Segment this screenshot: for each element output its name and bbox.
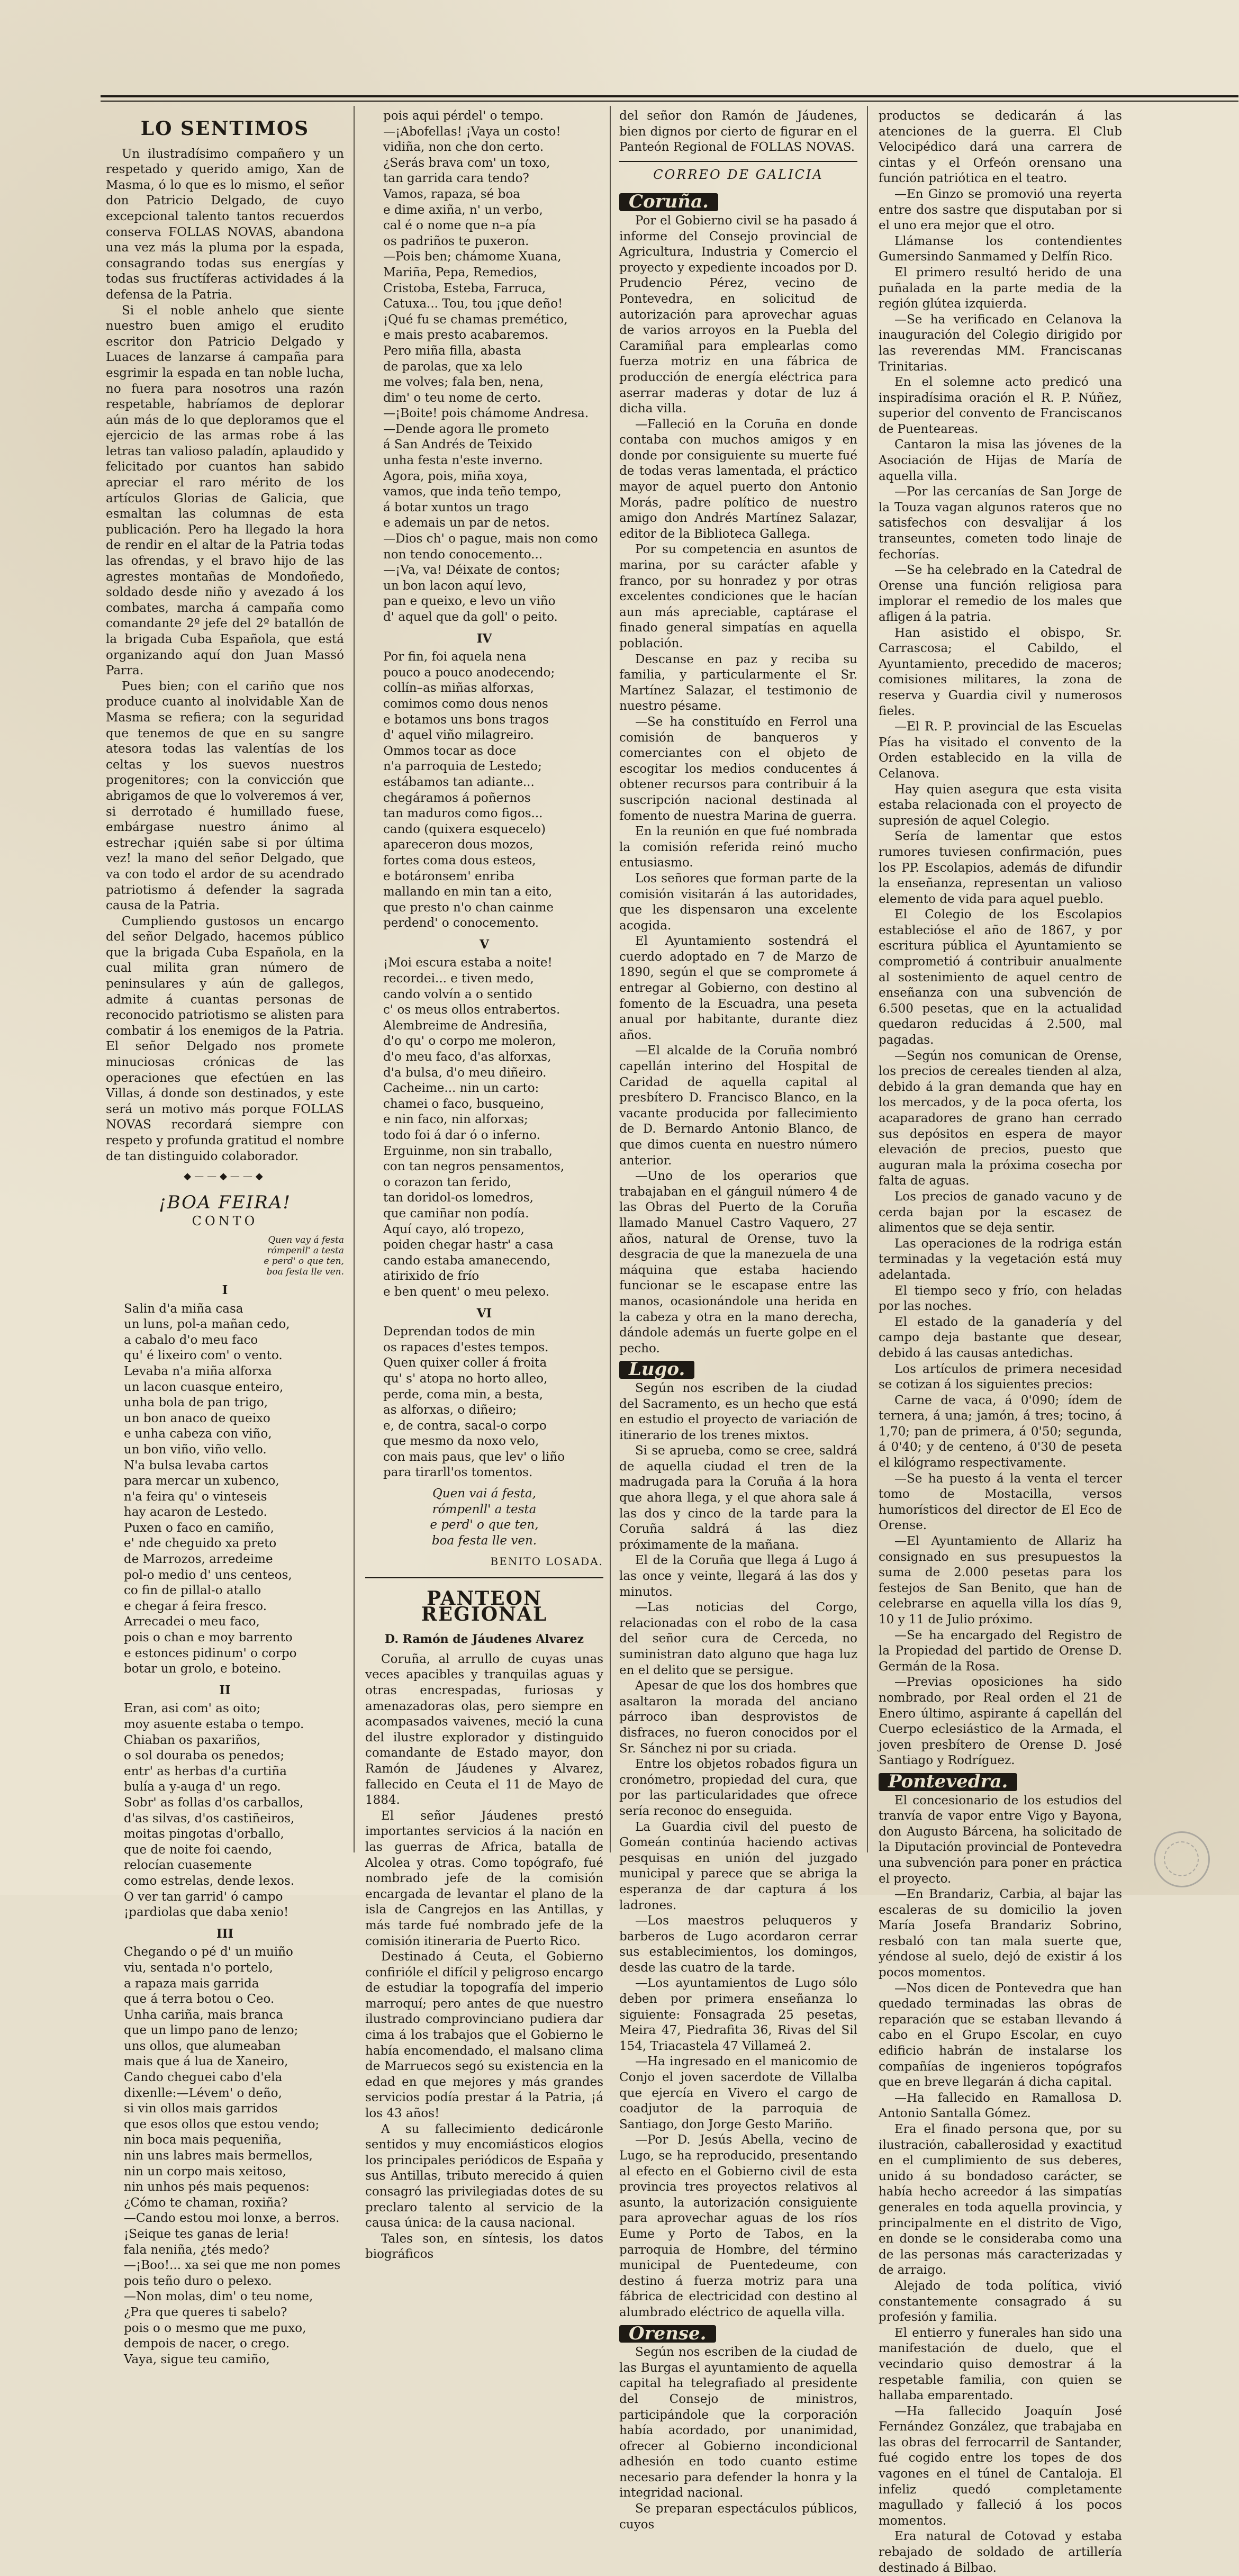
paragraph: El estado de la ganadería y del campo deja bastante que desear, debido á las causas antedichas. [879,1315,1122,1360]
closing-epigraph: Quen vai á festa, rómpenll' a testa e perd' o que ten, boa festa lle ven. [430,1487,539,1548]
paragraph: El entierro y funerales han sido una manifestación de duelo, que el vecindario quiso demostrar á la respetable familia, con quien se hallaba emparentado. [879,2326,1122,2403]
paragraph: —El R. P. provincial de las Escuelas Pías ha visitado el convento de la Orden establecido en la villa de Celanova. [879,720,1122,781]
paragraph: —Se ha celebrado en la Catedral de Orense una función religiosa para implorar el remedio de los males que afligen á la patria. [879,563,1122,624]
article-title-boa-feira: ¡BOA FEIRA! [158,1191,292,1213]
paragraph: La Guardia civil del puesto de Gomeán continúa haciendo activas pesquisas en unión del juzgado municipal y parece que se abriga la esperanza de dar captura á los ladrones. [619,1820,857,1912]
section-number: II [219,1683,231,1697]
city-banner-lugo: Lugo. [619,1361,694,1379]
signature: BENITO LOSADA. [490,1555,603,1568]
paragraph: Tales son, en síntesis, los datos biográficos [365,2231,603,2262]
paragraph: —En Brandariz, Carbia, al bajar las escaleras de su domicilio la joven María Josefa Brandariz Sobrino, resbaló con tan mala suerte que, yéndose al suelo, dejó de existir á los pocos momentos. [879,1887,1122,1980]
top-rule-thin [101,101,1238,102]
paragraph: Por su competencia en asuntos de marina, por su carácter afable y franco, por su honradez y por otras excelentes condiciones que le hacían aun más apreciable, captárase el finado general simpatías en aquella población. [619,543,857,650]
paragraph: Los señores que forman parte de la comisión visitarán á las autoridades, que les dispensaron una excelente acogida. [619,871,857,933]
paragraph: Hay quien asegura que esta visita estaba relacionada con el proyecto de supresión de aquel Colegio. [879,782,1122,828]
section-number: III [216,1926,234,1941]
paragraph: Descanse en paz y reciba su familia, y particularmente el Sr. Martínez Salazar, el testimonio de nuestro pésame. [619,652,857,713]
paragraph: El concesionario de los estudios del tranvía de vapor entre Vigo y Bayona, don Augusto Bárcena, ha solicitado de la Diputación provincial de Pontevedra una subvención para poner en práctica el proyecto. [879,1793,1122,1886]
article-title-panteon: PANTEON REGIONAL [421,1587,548,1625]
paragraph: —Uno de los operarios que trabajaban en el gánguil número 4 de las Obras del Puerto de la Coruña llamado Manuel Castro Vaquero, 27 años, natural de Orense, tuvo la desgracia de que la manezuela de una máquina que estaba haciendo funcionar se le escapase entre las manos, ocasionándole una herida en la cabeza y otra en la mano derecha, dándole además un fuerte golpe en el pecho. [619,1169,857,1355]
city-banner-orense: Orense. [619,2325,716,2343]
verse-block: pois aqui pérdel' o tempo. —¡Abofellas! ¡Vaya un costo! vidiña, non che don certo. ¿Serás brava com' un toxo, tan garrida cara tendo? Vamos, rapaza, sé boa e dime axiña, n' un verbo, cal é o nome que n–a pía os padriños te puxeron. —Pois ben; chámome Xuana, Mariña, Pepa, Remedios, Cristoba, Esteba, Farruca, Catuxa... Tou, tou ¡que deño! ¡Qué fu se chamas premético, e mais presto acabaremos. Pero miña filla, abasta de parolas, que xa lelo me volves; fala ben, nena, dim' o teu nome de certo. —¡Boite! pois chámome Andresa. —Dende agora lle prometo á San Andrés de Teixido unha festa n'este inverno. Agora, pois, miña xoya, vamos, que inda teño tempo, á botar xuntos un trago e ademais un par de netos. —Dios ch' o pague, mais non como non tendo conocemento... —¡Va, va! Déixate de contos; un bon lacon aquí levo, pan e queixo, e levo un viño d' aquel que da goll' o peito. [383,109,598,624]
paragraph: El de la Coruña que llega á Lugo á las once y veinte, llegará á las dos y minutos. [619,1553,857,1599]
paragraph: Por el Gobierno civil se ha pasado á informe del Consejo provincial de Agricultura, Industria y Comercio el proyecto y expediente incoados por D. Prudencio Pérez, vecino de Pontevedra, en solicitud de autorización para aprovechar aguas de varios arroyos en la Puebla del Caramiñal para emplearlas como fuerza motriz en una fábrica de producción de energía eléctrica para aserrar maderas y dotar de luz á dicha villa. [619,213,857,416]
paragraph: —Ha ingresado en el manicomio de Conjo el joven sacerdote de Villalba que ejercía en Vivero el cargo de coadjutor de la parroquia de Santiago, don Jorge Gesto Mariño. [619,2055,857,2131]
divider [365,1577,603,1578]
paragraph: En la reunión en que fué nombrada la comisión referida reinó mucho entusiasmo. [619,825,857,870]
paragraph: Coruña, al arrullo de cuyas unas veces apacibles y tranquilas aguas y otras encrespadas, furiosas y amenazadoras olas, pero siempre en acompasados vaivenes, meció la cuna del ilustre explorador y distinguido comandante de Estado mayor, don Ramón de Jáudenes y Alvarez, fallecido en Ceuta el 11 de Mayo de 1884. [365,1652,603,1807]
column-separator [354,106,355,1852]
paragraph: —Por D. Jesús Abella, vecino de Lugo, se ha reproducido, presentando al efecto en el Gobierno civil de esta provincia tres proyectos relativos al asunto, la autorización consiguiente para aprovechar aguas de los ríos Eume y Porto de Tabos, en la parroquia de Hombre, del término municipal de Puentedeume, con destino á fuerza motriz para una fábrica de electricidad con destino al alumbrado eléctrico de aquella villa. [619,2133,857,2319]
paragraph: Los precios de ganado vacuno y de cerda bajan por la escasez de alimentos que se deja sentir. [879,1189,1122,1235]
paragraph: Si el noble anhelo que siente nuestro buen amigo el erudito escritor don Patricio Delgado y Luaces de lanzarse á campaña para esgrimir la espada en tan noble lucha, no fuera para nosotros una razón respetable, habríamos de deplorar aún más de lo que deploramos que el ejercicio de las armas robe á las letras tan valioso paladín, aplaudido y felicitado por cuantos han sabido apreciar el raro mérito de los artículos Glorias de Galicia, que esmaltan las columnas de esta publicación. Pero ha llegado la hora de rendir en el altar de la Patria todas las ofrendas, y el bravo hijo de las agrestes montañas de Mondoñedo, soldado desde niño y avezado á los combates, marcha á campaña como comandante 2º jefe del 2º batallón de la brigada Cuba Española, que está organizando aquí don Juan Massó Parra. [106,303,344,678]
column-3 [619,109,857,2532]
subtitle-conto: CONTO [192,1214,258,1229]
ornament-divider: ◆——◆——◆ [184,1171,266,1182]
section-title-correo: CORREO DE GALICIA [653,167,824,182]
city-banner-coruna: Coruña. [619,193,718,211]
paragraph: Carne de vaca, á 0'090; ídem de ternera, á una; jamón, á tres; tocino, á 1,70; pan de primera, á 0'50; segunda, á 0'40; y de centeno, á 0'30 de peseta el kilógramo respectivamente. [879,1393,1122,1470]
paragraph: Los artículos de primera necesidad se cotizan á los siguientes precios: [879,1362,1122,1392]
paragraph: Las operaciones de la rodriga están terminadas y la vegetación está muy adelantada. [879,1236,1122,1282]
paragraph: —Previas oposiciones ha sido nombrado, por Real orden el 21 de Enero último, aspirante á capellán del Cuerpo eclesiástico de la Armada, el joven presbítero de Orense D. José Santiago y Rodríguez. [879,1675,1122,1768]
paragraph: El Ayuntamiento sostendrá el cuerdo adoptado en 7 de Marzo de 1890, según el que se compromete á entregar al Gobierno, con destino al fomento de la Escuadra, una peseta anual por habitante, durante diez años. [619,934,857,1042]
verse-block: ¡Moi escura estaba a noite! recordei... e tiven medo, cando volvín a o sentido c' os meus ollos entrabertos. Alembreime de Andresiña, d'o qu' o corpo me moleron, d'o meu faco, d'as alforxas, d'a bulsa, d'o meu diñeiro. Cacheime... nin un carto: chamei o faco, busqueino, e nin faco, nin alforxas; todo foi á dar ó o inferno. Erguinme, non sin traballo, con tan negros pensamentos, o corazon tan ferido, tan doridol-os lomedros, que camiñar non podía. Aquí cayo, aló tropezo, poiden chegar hastr' a casa cando estaba amanecendo, atirixido de frío e ben quent' o meu pelexo. [383,956,565,1299]
paragraph: —En Ginzo se promovió una reyerta entre dos sastre que disputaban por si el uno era mejor que el otro. [879,187,1122,233]
paragraph: Alejado de toda política, vivió constantemente consagrado á su profesión y familia. [879,2279,1122,2325]
paragraph: Según nos escriben de la ciudad de las Burgas el ayuntamiento de aquella capital ha telegrafiado al presidente del Consejo de ministros, participándole que la corporación había acordado, por unanimidad, ofrecer al Gobierno incondicional adhesión en todo cuanto estime necesario para defender la honra y la integridad nacional. [619,2345,857,2500]
paragraph: Cumpliendo gustosos un encargo del señor Delgado, hacemos público que la brigada Cuba Española, en la cual milita gran número de peninsulares y aún de gallegos, admite á cuantas personas de reconocido patriotismo se alisten para combatir á los enemigos de la Patria. El señor Delgado nos promete minuciosas crónicas de las operaciones que efectúen en las Villas, á donde son destinados, y este será un motivo más porque FOLLAS NOVAS recordará siempre con respeto y profunda gratitud el nombre de tan distinguido colaborador. [106,914,344,1163]
paragraph: Sería de lamentar que estos rumores tuviesen confirmación, pues los PP. Escolapios, además de difundir la enseñanza, representan un valioso elemento de vida para aquel pueblo. [879,829,1122,906]
verse-block: Salin d'a miña casa un luns, pol-a mañan cedo, a cabalo d'o meu faco qu' é lixeiro com' o vento. Levaba n'a miña alforxa un lacon cuasque enteiro, unha bola de pan trigo, un bon anaco de queixo e unha cabeza con viño, un bon viño, viño vello. N'a bulsa levaba cartos para mercar un xubenco, n'a feira qu' o vinteseis hay acaron de Lestedo. Puxen o faco en camiño, e' nde cheguido xa preto de Marrozos, arredeime pol-o medio d' uns centeos, co fin de pillal-o atallo e chegar á feira fresco. Arrecadei o meu faco, pois o chan e moy barrento e estonces pidinum' o corpo botar un grolo, e boteino. [124,1301,297,1676]
paragraph: —Según nos comunican de Orense, los precios de cereales tienden al alza, debido á la gran demanda que hay en los mercados, y de la poca oferta, los acaparadores de grano han cerrado sus depósitos en espera de mayor elevación de precios, puesto que auguran mala la próxima cosecha por falta de aguas. [879,1049,1122,1188]
paragraph: —El alcalde de la Coruña nombró capellán interino del Hospital de Caridad de aquella capital al presbítero D. Francisco Blanco, en la vacante producida por fallecimiento de D. Bernardo Antonio Blanco, de que dimos cuenta en nuestro número anterior. [619,1044,857,1168]
paragraph: —Ha fallecido Joaquín José Fernández González, que trabajaba en las obras del ferrocarril de Santander, fué cogido entre los topes de dos vagones en el túnel de Cantaloja. El infeliz quedó completamente magullado y falleció á los pocos momentos. [879,2404,1122,2528]
paragraph: Llámanse los contendientes Gumersindo Sanmamed y Delfín Rico. [879,234,1122,264]
verse-block: Chegando o pé d' un muiño viu, sentada n'o portelo, a rapaza mais garrida que á terra botou o Ceo. Unha cariña, mais branca que un limpo pano de lenzo; uns ollos, que alumeaban mais que á lua de Xaneiro, Cando cheguei cabo d'ela dixenlle:—Lévem' o deño, si vin ollos mais garridos que esos ollos que estou vendo; nin boca mais pequeniña, nin uns labres mais bermellos, nin un corpo mais xeitoso, nin unhos pés mais pequenos: ¿Cómo te chaman, roxiña? —Cando estou moi lonxe, a berros. ¡Seique tes ganas de leria! fala neniña, ¿tés medo? —¡Boo!... xa sei que me non pomes pois teño duro o pelexo. —Non molas, dim' o teu nome, ¿Pra que queres ti sabelo? pois o o mesmo que me puxo, dempois de nacer, o crego. Vaya, sigue teu camiño, [124,1945,341,2366]
article-title-lo-sentimos: LO SENTIMOS [140,117,310,140]
section-number: VI [476,1306,492,1321]
paragraph: productos se dedicarán á las atenciones de la guerra. El Club Velocipédico dará una carrera de cintas y el Orfeón orensano una función patriótica en el teatro. [879,109,1122,186]
paragraph: Destinado á Ceuta, el Gobierno confirióle el difícil y peligroso encargo de estudiar la topografía del imperio marroquí; pero antes de que nuestro ilustrado comprovinciano pudiera dar cima á los trabajos que el Gobierno le había encomendado, el malsano clima de Marruecos segó su existencia en la edad en que mejores y más grandes servicios podía prestar á la Patria, ¡á los 43 años! [365,1950,603,2121]
paragraph: —Ha fallecido en Ramallosa D. Antonio Santalla Gómez. [879,2091,1122,2121]
epigraph: Quen vay á festa rómpenll' a testa e perd' o que ten, boa festa lle ven. [264,1234,344,1277]
column-2 [365,109,603,2262]
paragraph: —El Ayuntamiento de Allariz ha consignado en sus presupuestos la suma de 2.000 pesetas para los festejos de San Benito, que han de celebrarse en aquella villa los días 9, 10 y 11 de Julio próximo. [879,1534,1122,1626]
column-separator [610,106,611,1852]
verse-block: Por fin, foi aquela nena pouco a pouco anodecendo; collín–as miñas alforxas, comimos como dous nenos e botamos uns bons tragos d' aquel viño milagreiro. Ommos tocar as doce n'a parroquia de Lestedo; estábamos tan adiante... chegáramos á poñernos tan maduros como figos... cando (quixera esquecelo) apareceron dous mozos, fortes coma dous esteos, e botáronsem' enriba mallando en min tan a eito, que presto n'o chan cainme perdend' o conocemento. [383,650,555,930]
paragraph: —Nos dicen de Pontevedra que han quedado terminadas las obras de reparación que se estaban llevando á cabo en el Grupo Escolar, en cuyo edificio habrán de instalarse los compañías de ingenieros topógrafos que en breve llegarán á dicha capital. [879,1981,1122,2090]
section-number: IV [476,631,492,646]
paragraph: Un ilustradísimo compañero y un respetado y querido amigo, Xan de Masma, ó lo que es lo mismo, el señor don Patricio Delgado, de cuyo excepcional talento tantos recuerdos conserva FOLLAS NOVAS, abandona una vez más la pluma por la espada, consagrando todas sus energías y todas sus fructíferas actividades á la defensa de la Patria. [106,147,344,302]
paragraph: —Los maestros peluqueros y barberos de Lugo acordaron cerrar sus establecimientos, los domingos, desde las cuatro de la tarde. [619,1914,857,1975]
paragraph: Han asistido el obispo, Sr. Carrascosa; el Cabildo, el Ayuntamiento, precedido de maceros; comisiones militares, la zona de reserva y Guardia civil y numerosos fieles. [879,626,1122,718]
paragraph: —Los ayuntamientos de Lugo sólo deben por primera enseñanza lo siguiente: Fonsagrada 25 pesetas, Meira 47, Piedrafita 36, Rivas del Sil 154, Triacastela 47 Villameá 2. [619,1976,857,2053]
paragraph: —Por las cercanías de San Jorge de la Touza vagan algunos rateros que no satisfechos con desvalijar á los transeuntes, cometen todo linaje de fechorías. [879,485,1122,562]
paragraph: A su fallecimiento dedicáronle sentidos y muy encomiásticos elogios los principales periódicos de España y sus Antillas, tributo merecido á quien consagró las privilegiadas dotes de su preclaro talento al servicio de la causa única: de la causa nacional. [365,2122,603,2230]
paragraph: del señor don Ramón de Jáudenes, bien dignos por cierto de figurar en el Panteón Regional de FOLLAS NOVAS. [619,109,857,155]
paragraph: —Se ha verificado en Celanova la inauguración del Colegio dirigido por las reverendas MM. Franciscanas Trinitarias. [879,312,1122,374]
column-separator [867,106,868,1852]
paragraph: Apesar de que los dos hombres que asaltaron la morada del anciano párroco iban desprovistos de disfraces, no fueron conocidos por el Sr. Sánchez ni por su criada. [619,1679,857,1756]
verse-block: Eran, asi com' as oito; moy asuente estaba o tempo. Chiaban os paxariños, o sol douraba os penedos; entr' as herbas d'a curtiña bulía a y-auga d' un rego. Sobr' as follas d'os carballos, d'as silvas, d'os castiñeiros, moitas pingotas d'orballo, que de noite foi caendo, relocían cuasemente como estrelas, dende lexos. O ver tan garrid' ó campo ¡pardiolas que daba xenio! [124,1702,304,1920]
article-subtitle: D. Ramón de Jáudenes Alvarez [385,1632,584,1647]
paragraph: El primero resultó herido de una puñalada en la parte media de la región glútea izquierda. [879,265,1122,311]
paragraph: —Falleció en la Coruña en donde contaba con muchos amigos y en donde por consiguiente su muerte fué de todas veras lamentada, el práctico mayor de aquel puerto don Antonio Morás, padre político de nuestro amigo don Andrés Martínez Salazar, editor de la Biblioteca Gallega. [619,417,857,541]
paragraph: Entre los objetos robados figura un cronómetro, propiedad del cura, que por las particularidades que ofrece sería reconoc do enseguida. [619,1757,857,1818]
paragraph: Cantaron la misa las jóvenes de la Asociación de Hijas de María de aquella villa. [879,438,1122,483]
section-number: I [222,1282,228,1297]
paragraph: El tiempo seco y frío, con heladas por las noches. [879,1284,1122,1314]
paragraph: El Colegio de los Escolapios establecióse el año de 1867, y por escritura pública el Ayuntamiento se comprometió á contribuir anualmente al sostenimiento de aquel centro de enseñanza con una subvención de 6.500 pesetas, que en la actualidad quedaron reducidas á 2.500, mal pagadas. [879,908,1122,1047]
library-stamp-icon [1154,1831,1210,1887]
divider [619,161,857,162]
column-4 [879,109,1122,2575]
paragraph: Era natural de Cotovad y estaba rebajado de soldado de artillería destinado á Bilbao. [879,2529,1122,2575]
paragraph: —Las noticias del Corgo, relacionadas con el robo de la casa del señor cura de Cerceda, no suministran dato alguno que haga luz en el delito que se persigue. [619,1601,857,1677]
paragraph: Era el finado persona que, por su ilustración, caballerosidad y exactitud en el cumplimiento de sus deberes, unido á su bondadoso carácter, se había hecho acreedor á las simpatías generales en toda aquella provincia, y principalmente en el distrito de Vigo, en donde se le consideraba como una de las personas más caracterizadas y de arraigo. [879,2122,1122,2277]
paragraph: Se preparan espectáculos públicos, cuyos [619,2502,857,2532]
paragraph: Si se aprueba, como se cree, saldrá de aquella ciudad el tren de la madrugada para la Coruña á la hora que ahora llega, y el que ahora sale á las dos y cinco de la tarde para la Coruña saldrá á las diez próximamente de la mañana. [619,1444,857,1552]
paragraph: —Se ha puesto á la venta el tercer tomo de Mostacilla, versos humorísticos del director de El Eco de Orense. [879,1471,1122,1533]
stamp-inner-ring [1164,1841,1199,1876]
paragraph: —Se ha encargado del Registro de la Propiedad del partido de Orense D. Germán de la Rosa. [879,1628,1122,1674]
paragraph: El señor Jáudenes prestó importantes servicios á la nación en las guerras de Africa, batalla de Alcolea y otras. Como topógrafo, fué nombrado jefe de la comisión encargada de levantar el plano de la isla de Cangrejos en las Antillas, y más tarde fué nombrado jefe de la comisión itineraria de Puerto Rico. [365,1809,603,1948]
section-number: V [480,937,489,952]
verse-block: Deprendan todos de min os rapaces d'estes tempos. Quen quixer coller á froita qu' s' atopa no horto alleo, perde, coma min, a besta, as alforxas, o diñeiro; e, de contra, sacal-o corpo que mesmo da noxo velo, con mais paus, que lev' o liño para tirarll'os tomentos. [383,1325,565,1480]
city-banner-pontevedra: Pontevedra. [879,1773,1017,1791]
paragraph: —Se ha constituído en Ferrol una comisión de banqueros y comerciantes con el objeto de escogitar los medios conducentes á obtener recursos para contribuir á la suscripción nacional destinada al fomento de nuestra Marina de guerra. [619,715,857,823]
paragraph: En el solemne acto predicó una inspiradísima oración el R. P. Núñez, superior del convento de Franciscanos de Puenteareas. [879,375,1122,436]
paragraph: Según nos escriben de la ciudad del Sacramento, es un hecho que está en estudio el proyecto de variación de itinerario de los trenes mixtos. [619,1381,857,1442]
top-rule-thick [101,95,1238,97]
paragraph: Pues bien; con el cariño que nos produce cuanto al inolvidable Xan de Masma se refiera; con la seguridad que tenemos de que en su sangre atesora todas las valentías de los celtas y los suevos nuestros progenitores; con la convicción que abrigamos de que lo volveremos á ver, si derrotado é humillado fuese, embárgase nuestro ánimo al estrechar ¡quién sabe si por última vez! la mano del señor Delgado, que va con todo el ardor de su acendrado patriotismo á defender la sagrada causa de la Patria. [106,679,344,913]
column-1 [106,109,344,2366]
